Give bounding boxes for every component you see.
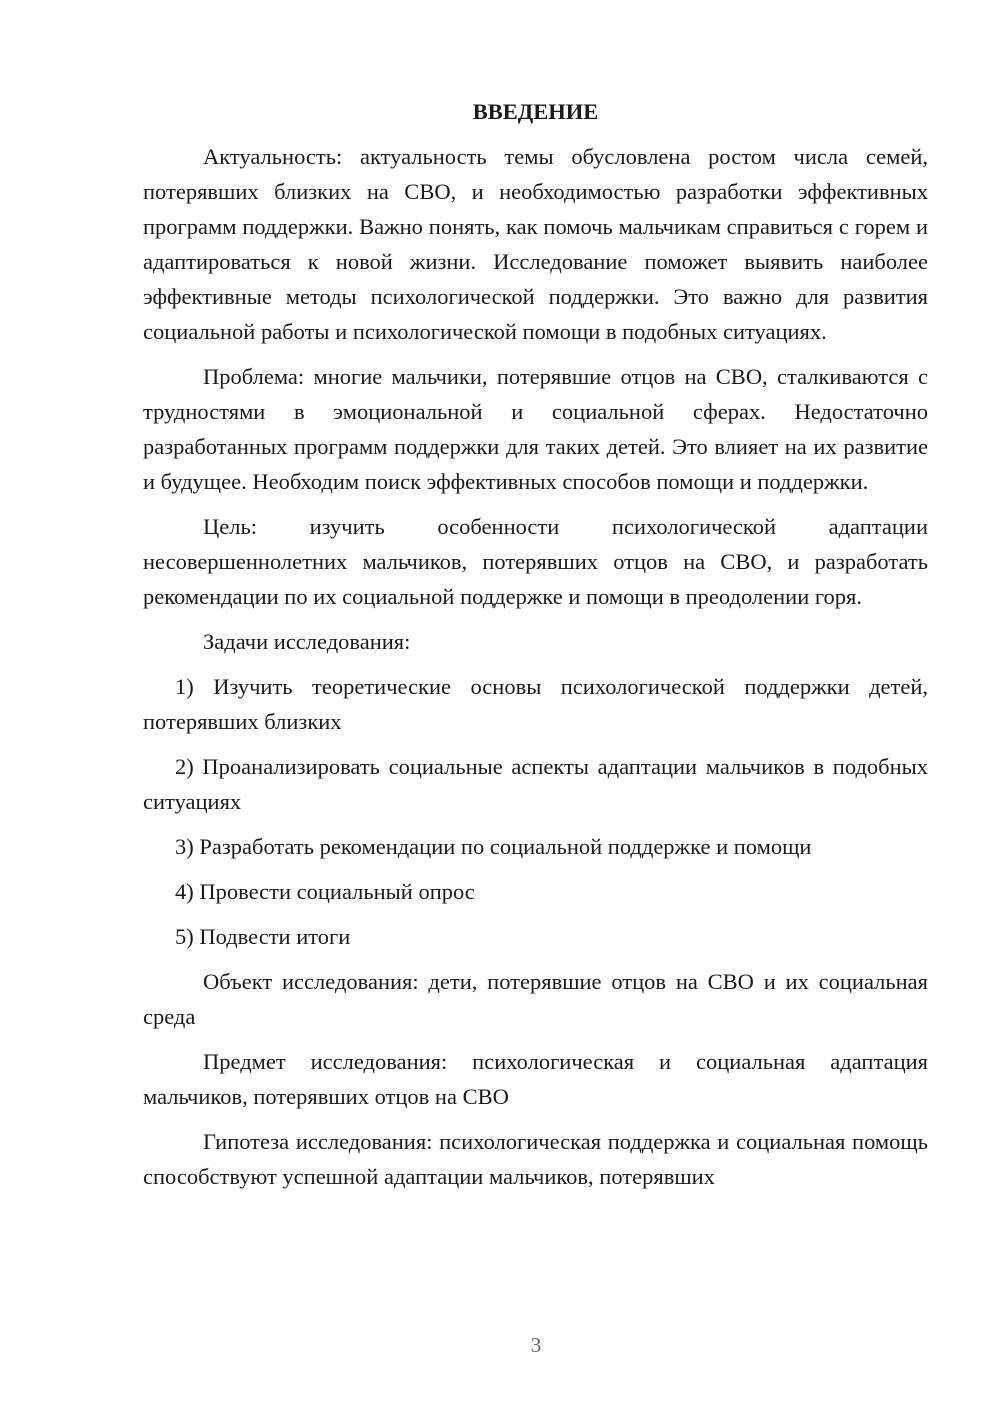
paragraph-relevance: Актуальность: актуальность темы обусловлена ростом числа семей, потерявших близких на СВО, и необходимостью разработки эффективных программ поддержки. Важно понять, как помочь мальчикам справиться с горем и адаптироваться к новой жизни. Исследование поможет выявить наиболее эффективные методы психологической поддержки. Это важно для развития социальной работы и психологической помощи в подобных ситуациях. — [143, 144, 928, 344]
task-item-4: 4) Провести социальный опрос — [175, 879, 475, 904]
tasks-heading: Задачи исследования: — [203, 629, 411, 654]
paragraph-problem: Проблема: многие мальчики, потерявшие отцов на СВО, сталкиваются с трудностями в эмоциональной и социальной сферах. Недостаточно разработанных программ поддержки для таких детей. Это влияет на их развитие и будущее. Необходим поиск эффективных способов помощи и поддержки. — [143, 364, 928, 494]
task-item-5: 5) Подвести итоги — [175, 924, 351, 949]
page-number: 3 — [530, 1333, 542, 1357]
paragraph-hypothesis: Гипотеза исследования: психологическая поддержка и социальная помощь способствуют успешной адаптации мальчиков, потерявших — [143, 1129, 928, 1189]
page-content — [143, 94, 928, 1204]
task-item-1: 1) Изучить теоретические основы психологической поддержки детей, потерявших близких — [143, 674, 928, 734]
paragraph-goal: Цель: изучить особенности психологической адаптации несовершеннолетних мальчиков, потерявших отцов на СВО, и разработать рекомендации по их социальной поддержке и помощи в преодолении горя. — [143, 514, 928, 609]
task-item-2: 2) Проанализировать социальные аспекты адаптации мальчиков в подобных ситуациях — [143, 754, 928, 814]
paragraph-object: Объект исследования: дети, потерявшие отцов на СВО и их социальная среда — [143, 969, 928, 1029]
paragraph-subject: Предмет исследования: психологическая и социальная адаптация мальчиков, потерявших отцов на СВО — [143, 1049, 928, 1109]
page-title: ВВЕДЕНИЕ — [472, 99, 599, 124]
task-item-3: 3) Разработать рекомендации по социальной поддержке и помощи — [175, 834, 812, 859]
